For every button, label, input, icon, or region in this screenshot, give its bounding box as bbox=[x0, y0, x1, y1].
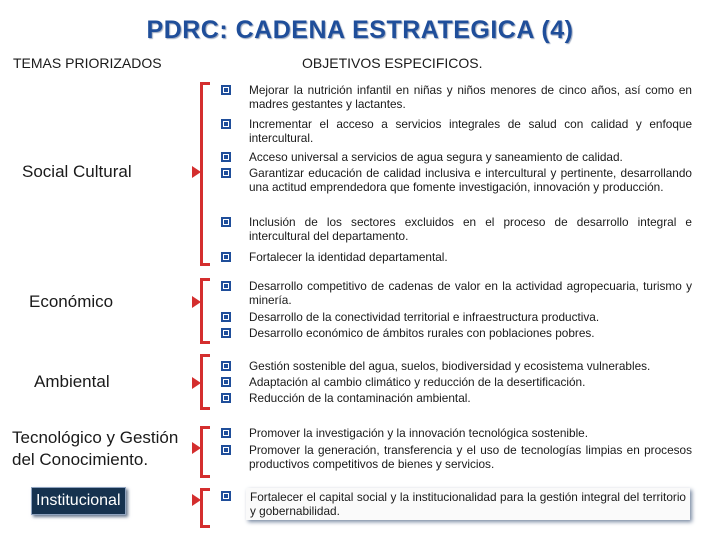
objective-item: Promover la generación, transferencia y el uso de tecnologías limpias en procesos productivos competitivos de bienes y servicios. bbox=[249, 443, 692, 471]
objective-item-institucional: Fortalecer el capital social y la institucionalidad para la gestión integral del territorio y gobernabilidad. bbox=[246, 488, 690, 520]
objective-item: Inclusión de los sectores excluidos en el proceso de desarrollo integral e intercultural del departamento. bbox=[249, 215, 692, 243]
bracket-institucional bbox=[200, 488, 210, 528]
page-title: PDRC: CADENA ESTRATEGICA (4) bbox=[146, 16, 574, 44]
objective-item: Desarrollo económico de ámbitos rurales con poblaciones pobres. bbox=[249, 326, 595, 340]
arrow-tecnologico-icon bbox=[192, 442, 201, 454]
objective-item: Reducción de la contaminación ambiental. bbox=[249, 391, 471, 405]
theme-economico: Económico bbox=[29, 292, 114, 311]
theme-institucional: Institucional bbox=[31, 487, 126, 515]
checkbox-bullet-icon bbox=[221, 428, 231, 438]
bracket-economico bbox=[200, 278, 210, 344]
checkbox-bullet-icon bbox=[221, 312, 231, 322]
checkbox-bullet-icon bbox=[221, 119, 231, 129]
objective-item: Adaptación al cambio climático y reducción de la desertificación. bbox=[249, 375, 586, 389]
objective-item: Incrementar el acceso a servicios integrales de salud con calidad y enfoque intercultural. bbox=[249, 117, 692, 145]
objective-item: Mejorar la nutrición infantil en niñas y niños menores de cinco años, así como en madres gestantes y lactantes. bbox=[249, 83, 692, 111]
checkbox-bullet-icon bbox=[221, 168, 231, 178]
checkbox-bullet-icon bbox=[221, 281, 231, 291]
arrow-social-icon bbox=[192, 166, 201, 178]
themes-header: TEMAS PRIORIZADOS bbox=[13, 55, 162, 71]
arrow-ambiental-icon bbox=[192, 377, 201, 389]
objectives-header: OBJETIVOS ESPECIFICOS. bbox=[302, 55, 483, 71]
arrow-institucional-icon bbox=[192, 494, 201, 506]
checkbox-bullet-icon bbox=[221, 328, 231, 338]
theme-tecnologico: Tecnológico y Gestión del Conocimiento. bbox=[12, 428, 179, 469]
theme-ambiental: Ambiental bbox=[34, 372, 110, 391]
objective-item: Fortalecer la identidad departamental. bbox=[249, 250, 448, 264]
objective-item: Promover la investigación y la innovación tecnológica sostenible. bbox=[249, 426, 589, 440]
objective-item: Acceso universal a servicios de agua segura y saneamiento de calidad. bbox=[249, 150, 623, 164]
checkbox-bullet-icon bbox=[221, 491, 231, 501]
objective-item: Gestión sostenible del agua, suelos, biodiversidad y ecosistema vulnerables. bbox=[249, 359, 651, 373]
arrow-economico-icon bbox=[192, 296, 201, 308]
bracket-ambiental bbox=[200, 354, 210, 410]
checkbox-bullet-icon bbox=[221, 445, 231, 455]
checkbox-bullet-icon bbox=[221, 252, 231, 262]
objective-item: Garantizar educación de calidad inclusiva e intercultural y pertinente, desarrollando una actitud emprendedora que fomente investigación, innovación y producción. bbox=[249, 166, 692, 194]
checkbox-bullet-icon bbox=[221, 85, 231, 95]
bracket-tecnologico bbox=[200, 426, 210, 478]
checkbox-bullet-icon bbox=[221, 393, 231, 403]
checkbox-bullet-icon bbox=[221, 152, 231, 162]
checkbox-bullet-icon bbox=[221, 377, 231, 387]
bracket-social bbox=[200, 82, 210, 266]
objective-item: Desarrollo competitivo de cadenas de valor en la actividad agropecuaria, turismo y minería. bbox=[249, 279, 692, 307]
objective-item: Desarrollo de la conectividad territorial e infraestructura productiva. bbox=[249, 310, 600, 324]
theme-social-cultural: Social Cultural bbox=[22, 162, 132, 181]
checkbox-bullet-icon bbox=[221, 217, 231, 227]
checkbox-bullet-icon bbox=[221, 361, 231, 371]
